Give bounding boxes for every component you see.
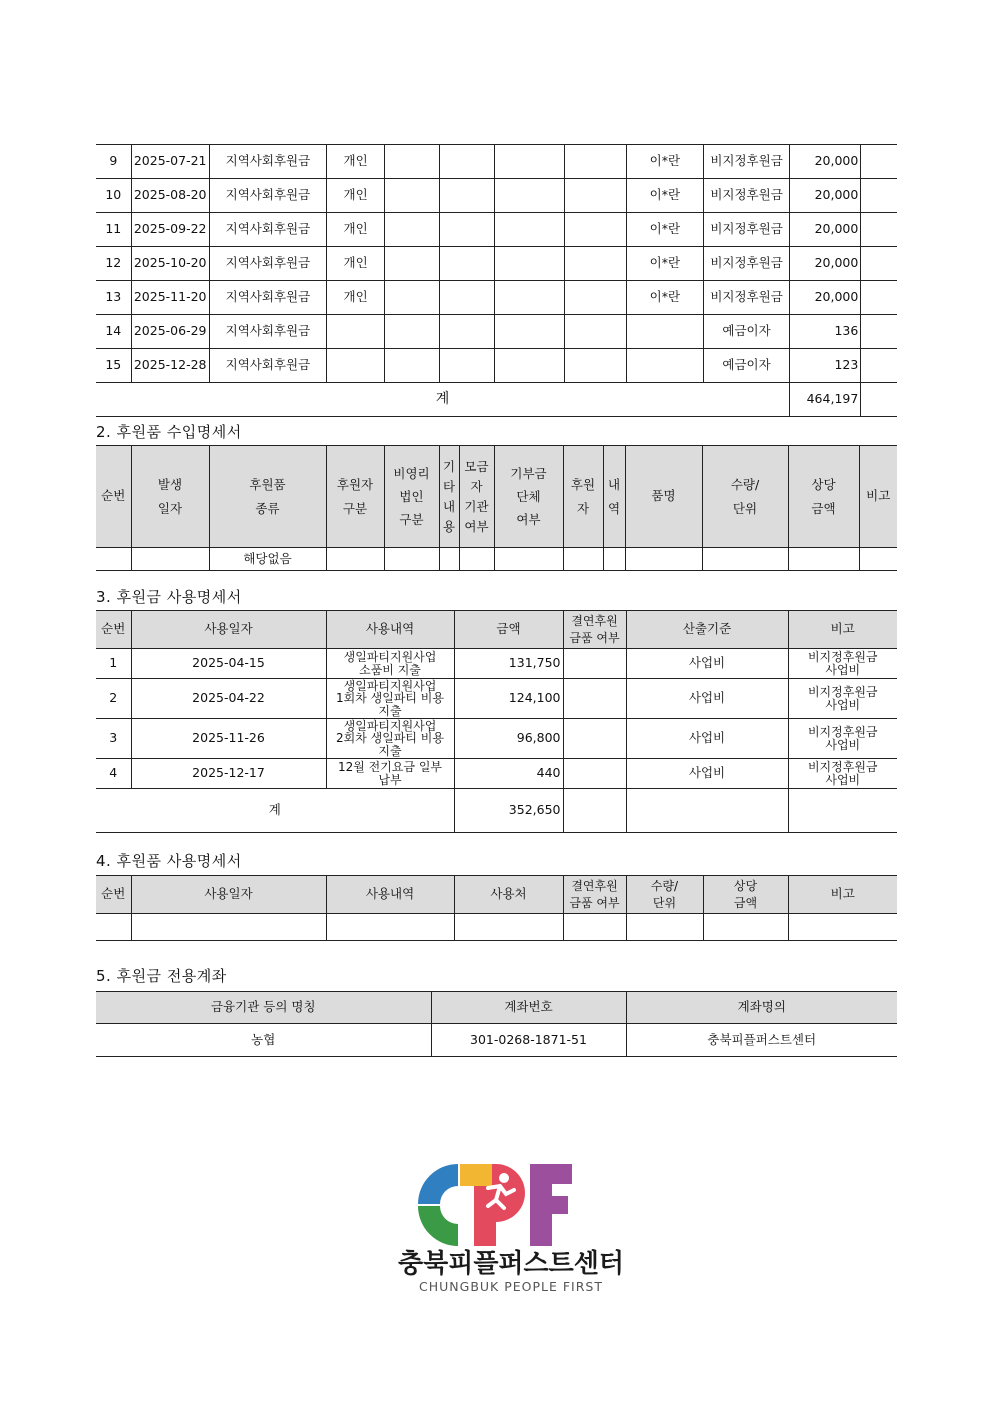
row-basis: 사업비 <box>626 649 788 679</box>
total-amount: 352,650 <box>454 789 563 833</box>
total-row <box>96 789 897 833</box>
header-bank: 금융기관 등의 명칭 <box>96 992 431 1024</box>
header-other: 기 타 내 용 <box>439 446 459 548</box>
header-value: 상당 금액 <box>788 446 859 548</box>
table-row <box>96 213 897 247</box>
logo-c-blue <box>418 1164 458 1204</box>
header-date: 발생 일자 <box>131 446 209 548</box>
row-amount: 20,000 <box>790 247 861 281</box>
row-donor: 이*란 <box>626 179 703 213</box>
row-date: 2025-04-22 <box>131 679 326 719</box>
row-donor-type <box>327 349 385 383</box>
table-row <box>96 247 897 281</box>
row-note: 비지정후원금 사업비 <box>788 679 897 719</box>
row-donor-type <box>327 315 385 349</box>
header-no: 순번 <box>96 611 131 649</box>
row-number: 9 <box>96 145 131 179</box>
row-amount: 136 <box>790 315 861 349</box>
header-linked: 결연후원 금품 여부 <box>563 876 626 914</box>
row-number: 14 <box>96 315 131 349</box>
section-3-title: 3. 후원금 사용명세서 <box>96 588 242 606</box>
header-donor-type: 후원자 구분 <box>326 446 384 548</box>
row-date: 2025-12-28 <box>131 349 209 383</box>
logo-yellow-bar <box>462 1164 492 1186</box>
row-note: 비지정후원금 사업비 <box>788 719 897 759</box>
header-detail: 사용내역 <box>326 876 454 914</box>
section-4-title: 4. 후원품 사용명세서 <box>96 852 242 870</box>
account-number: 301-0268-1871-51 <box>431 1024 626 1057</box>
row-donor <box>626 315 703 349</box>
row-purpose: 예금이자 <box>703 349 789 383</box>
row-type: 지역사회후원금 <box>209 213 326 247</box>
header-linked: 결연후원 금품 여부 <box>563 611 626 649</box>
header-date: 사용일자 <box>131 611 326 649</box>
row-purpose: 예금이자 <box>703 315 789 349</box>
table-row <box>96 649 897 679</box>
row-type: 지역사회후원금 <box>209 247 326 281</box>
table-row <box>96 349 897 383</box>
row-donor-type: 개인 <box>327 213 385 247</box>
header-account: 계좌번호 <box>431 992 626 1024</box>
header-item: 품명 <box>625 446 702 548</box>
row-amount: 96,800 <box>454 719 563 759</box>
row-basis: 사업비 <box>626 679 788 719</box>
row-amount: 124,100 <box>454 679 563 719</box>
table-row <box>96 315 897 349</box>
dedicated-account-table <box>96 991 897 1057</box>
header-detail: 내 역 <box>603 446 625 548</box>
header-group: 기부금 단체 여부 <box>494 446 563 548</box>
header-amount: 금액 <box>454 611 563 649</box>
row-date: 2025-11-26 <box>131 719 326 759</box>
header-holder: 계좌명의 <box>626 992 897 1024</box>
header-place: 사용처 <box>454 876 563 914</box>
header-no: 순번 <box>96 876 131 914</box>
row-type: 지역사회후원금 <box>209 281 326 315</box>
header-no: 순번 <box>96 446 131 548</box>
account-holder: 충북피플퍼스트센터 <box>626 1024 897 1057</box>
row-donor-type: 개인 <box>327 145 385 179</box>
header-value: 상당 금액 <box>703 876 788 914</box>
row-purpose: 비지정후원금 <box>703 213 789 247</box>
table-row <box>96 679 897 719</box>
row-amount: 123 <box>790 349 861 383</box>
logo-name: 충북피플퍼스트센터 <box>397 1249 625 1279</box>
table-row <box>96 145 897 179</box>
in-kind-income-table <box>96 445 897 571</box>
row-detail: 생일파티지원사업 1회차 생일파티 비용 지출 <box>326 679 454 719</box>
row-number: 10 <box>96 179 131 213</box>
row-purpose: 비지정후원금 <box>703 179 789 213</box>
row-detail: 생일파티지원사업 소품비 지출 <box>326 649 454 679</box>
header-note: 비고 <box>859 446 897 548</box>
table-row <box>96 719 897 759</box>
header-detail: 사용내역 <box>326 611 454 649</box>
row-type: 지역사회후원금 <box>209 179 326 213</box>
total-row <box>96 383 897 417</box>
table-row <box>96 759 897 789</box>
donation-usage-table <box>96 610 897 833</box>
row-purpose: 비지정후원금 <box>703 281 789 315</box>
row-donor: 이*란 <box>626 247 703 281</box>
no-items-cell: 해당없음 <box>209 548 326 571</box>
total-amount: 464,197 <box>790 383 861 417</box>
header-basis: 산출기준 <box>626 611 788 649</box>
row-number: 1 <box>96 649 131 679</box>
row-number: 2 <box>96 679 131 719</box>
row-type: 지역사회후원금 <box>209 315 326 349</box>
total-label: 계 <box>96 383 790 417</box>
header-kind: 후원품 종류 <box>209 446 326 548</box>
row-number: 4 <box>96 759 131 789</box>
row-note: 비지정후원금 사업비 <box>788 649 897 679</box>
row-basis: 사업비 <box>626 759 788 789</box>
row-amount: 131,750 <box>454 649 563 679</box>
row-amount: 20,000 <box>790 213 861 247</box>
row-donor-type: 개인 <box>327 247 385 281</box>
header-nonprofit: 비영리 법인 구분 <box>384 446 439 548</box>
row-basis: 사업비 <box>626 719 788 759</box>
in-kind-usage-table <box>96 875 897 941</box>
row-type: 지역사회후원금 <box>209 349 326 383</box>
donation-income-table <box>96 144 897 417</box>
logo-subtitle: CHUNGBUK PEOPLE FIRST <box>419 1279 603 1294</box>
row-purpose: 비지정후원금 <box>703 145 789 179</box>
row-number: 15 <box>96 349 131 383</box>
row-type: 지역사회후원금 <box>209 145 326 179</box>
row-amount: 20,000 <box>790 145 861 179</box>
row-donor: 이*란 <box>626 145 703 179</box>
row-number: 12 <box>96 247 131 281</box>
header-note: 비고 <box>788 876 897 914</box>
row-donor: 이*란 <box>626 281 703 315</box>
row-amount: 20,000 <box>790 281 861 315</box>
row-detail: 12월 전기요금 일부 납부 <box>326 759 454 789</box>
row-date: 2025-12-17 <box>131 759 326 789</box>
row-number: 13 <box>96 281 131 315</box>
table-row <box>96 179 897 213</box>
row-amount: 440 <box>454 759 563 789</box>
header-donor: 후원 자 <box>563 446 603 548</box>
logo-c-green <box>418 1206 458 1246</box>
total-label: 계 <box>96 789 454 833</box>
cpf-logo-mark <box>396 1160 626 1295</box>
section-2-title: 2. 후원품 수입명세서 <box>96 423 242 441</box>
row-number: 11 <box>96 213 131 247</box>
row-date: 2025-06-29 <box>131 315 209 349</box>
bank-name: 농협 <box>96 1024 431 1057</box>
logo-f <box>530 1164 572 1246</box>
header-note: 비고 <box>788 611 897 649</box>
header-qty: 수량/ 단위 <box>626 876 703 914</box>
header-qty: 수량/ 단위 <box>702 446 788 548</box>
row-date: 2025-07-21 <box>131 145 209 179</box>
row-donor: 이*란 <box>626 213 703 247</box>
row-date: 2025-11-20 <box>131 281 209 315</box>
row-date: 2025-04-15 <box>131 649 326 679</box>
row-detail: 생일파티지원사업 2회차 생일파티 비용 지출 <box>326 719 454 759</box>
row-donor <box>626 349 703 383</box>
header-fundraise: 모금 자 기관 여부 <box>459 446 494 548</box>
row-date: 2025-08-20 <box>131 179 209 213</box>
table-row <box>96 281 897 315</box>
cpf-logo <box>396 1160 626 1295</box>
section-5-title: 5. 후원금 전용계좌 <box>96 967 227 985</box>
row-note: 비지정후원금 사업비 <box>788 759 897 789</box>
row-donor-type: 개인 <box>327 179 385 213</box>
row-number: 3 <box>96 719 131 759</box>
row-purpose: 비지정후원금 <box>703 247 789 281</box>
row-amount: 20,000 <box>790 179 861 213</box>
header-date: 사용일자 <box>131 876 326 914</box>
row-donor-type: 개인 <box>327 281 385 315</box>
row-date: 2025-10-20 <box>131 247 209 281</box>
row-date: 2025-09-22 <box>131 213 209 247</box>
